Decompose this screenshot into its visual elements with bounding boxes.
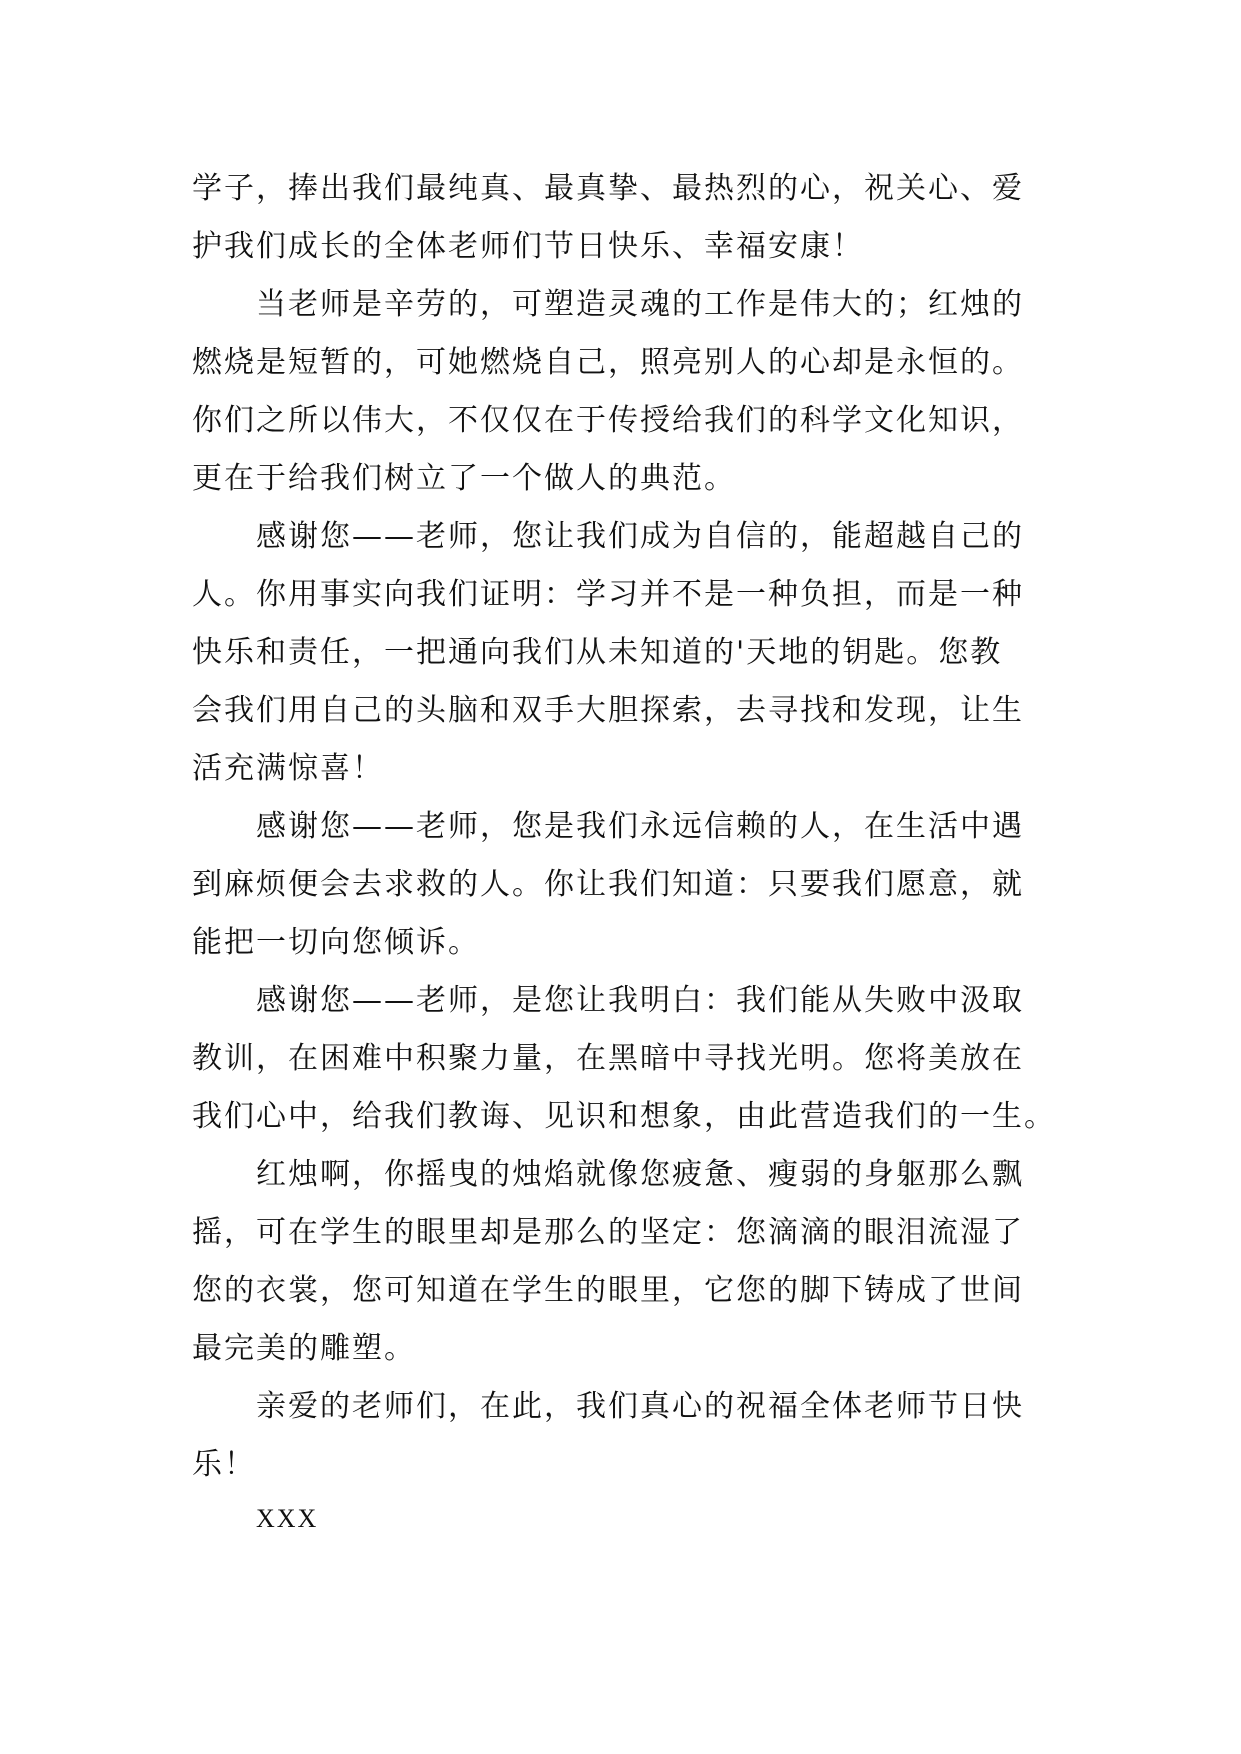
paragraph-start: 亲爱的老师们，在此，我们真心的祝福全体老师节日快	[256, 1389, 1024, 1424]
text-line: 更在于给我们树立了一个做人的典范。	[192, 461, 736, 496]
paragraph-start: 感谢您——老师，是您让我明白：我们能从失败中汲取	[256, 983, 1024, 1018]
text-line: 能把一切向您倾诉。	[192, 925, 480, 960]
paragraph-start: 红烛啊，你摇曳的烛焰就像您疲惫、瘦弱的身躯那么飘	[256, 1157, 1024, 1192]
text-line: 最完美的雕塑。	[192, 1331, 416, 1366]
text-line: 教训，在困难中积聚力量，在黑暗中寻找光明。您将美放在	[192, 1041, 1024, 1076]
text-line: 我们心中，给我们教诲、见识和想象，由此营造我们的一生。	[192, 1099, 1056, 1134]
text-line: 到麻烦便会去求救的人。你让我们知道：只要我们愿意，就	[192, 867, 1024, 902]
paragraph-start: 当老师是辛劳的，可塑造灵魂的工作是伟大的；红烛的	[256, 287, 1024, 322]
text-line: 摇，可在学生的眼里却是那么的坚定：您滴滴的眼泪流湿了	[192, 1215, 1024, 1250]
text-line: 活充满惊喜！	[192, 751, 384, 786]
text-line: 学子，捧出我们最纯真、最真挚、最热烈的心，祝关心、爱	[192, 171, 1024, 206]
signature: XXX	[256, 1504, 319, 1533]
text-line: 燃烧是短暂的，可她燃烧自己，照亮别人的心却是永恒的。	[192, 345, 1024, 380]
paragraph-start: 感谢您——老师，您是我们永远信赖的人，在生活中遇	[256, 809, 1024, 844]
text-line: 会我们用自己的头脑和双手大胆探索，去寻找和发现，让生	[192, 693, 1024, 728]
text-line: 乐！	[192, 1447, 256, 1482]
text-line: 护我们成长的全体老师们节日快乐、幸福安康！	[192, 229, 864, 264]
text-line: 您的衣裳，您可知道在学生的眼里，它您的脚下铸成了世间	[192, 1273, 1024, 1308]
text-line: 人。你用事实向我们证明：学习并不是一种负担，而是一种	[192, 577, 1024, 612]
paragraph-start: 感谢您——老师，您让我们成为自信的，能超越自己的	[256, 519, 1024, 554]
text-line: 你们之所以伟大，不仅仅在于传授给我们的科学文化知识，	[192, 403, 1024, 438]
document-body	[192, 160, 1056, 1494]
text-line: 快乐和责任，一把通向我们从未知道的'天地的钥匙。您教	[192, 635, 1003, 670]
